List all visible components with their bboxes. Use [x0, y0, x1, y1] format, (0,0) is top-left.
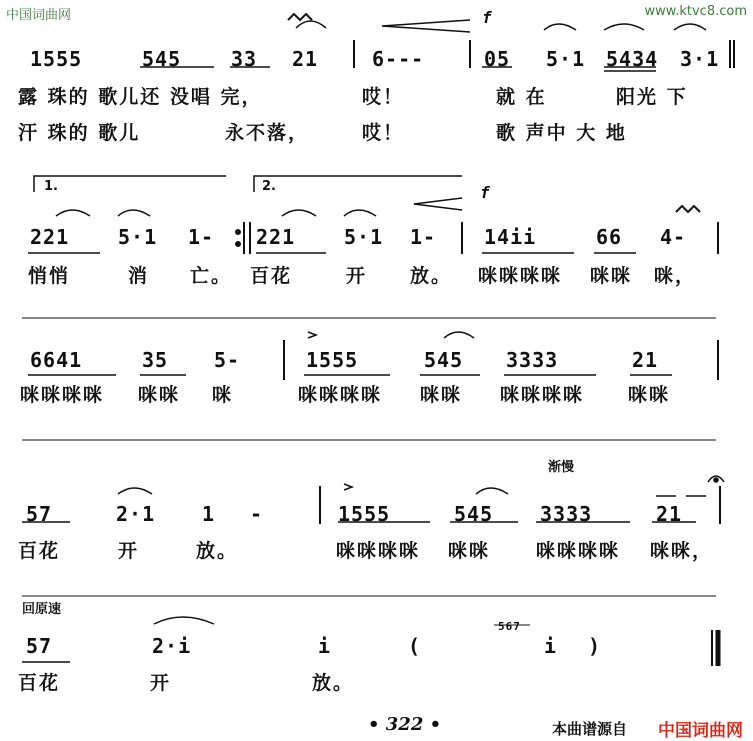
- note-group: 4-: [660, 225, 687, 249]
- note-group: 221: [30, 225, 70, 249]
- lyric: 放。: [410, 265, 453, 287]
- lyric: 亡。: [190, 265, 233, 287]
- lyric: 咪咪咪咪: [20, 384, 105, 406]
- forte-mark: f: [482, 8, 493, 27]
- note-group: 35: [142, 348, 169, 372]
- ending-2-label: 2.: [262, 179, 276, 194]
- note-group: 5·1: [546, 47, 586, 71]
- lyric: 汗 珠的 歌儿: [18, 122, 141, 144]
- note-group: 6641: [30, 348, 83, 372]
- ending-1-label: 1.: [44, 179, 58, 194]
- lyric: 咪: [212, 384, 234, 406]
- lyric: 哎！: [362, 86, 405, 108]
- note-group: (: [408, 634, 422, 658]
- note-group: i: [318, 634, 332, 658]
- note-group: 545: [142, 47, 182, 71]
- grace-notes: 567: [498, 620, 521, 633]
- lyric: 消: [128, 265, 150, 287]
- note-group: 221: [256, 225, 296, 249]
- note-group: 66: [596, 225, 623, 249]
- note-group: 6---: [372, 47, 425, 71]
- note-group: 2·i: [152, 634, 192, 658]
- lyric: 咪咪，: [650, 540, 714, 562]
- lyric: 咪咪咪咪: [298, 384, 383, 406]
- lyric: 咪咪咪咪: [478, 265, 563, 287]
- note-group: 1555: [30, 47, 83, 71]
- lyric: 阳光 下: [616, 86, 688, 108]
- note-group: 1555: [306, 348, 359, 372]
- lyric: 咪咪: [420, 384, 463, 406]
- note-group: 5434: [606, 47, 659, 71]
- note-group: ): [588, 634, 602, 658]
- footer-source-text: 本曲谱源自: [552, 720, 628, 738]
- lyric: 咪咪: [448, 540, 491, 562]
- tempo-ritard: 渐慢: [548, 460, 575, 475]
- note-group: 5·1: [118, 225, 158, 249]
- lyric: 百花: [18, 540, 61, 562]
- lyric: 咪咪咪咪: [336, 540, 421, 562]
- lyric: 咪咪咪咪: [536, 540, 621, 562]
- lyric: 咪咪: [590, 265, 633, 287]
- lyric: 百花: [18, 672, 61, 694]
- note-group: 05: [484, 47, 511, 71]
- watermark-left: 中国词曲网: [6, 8, 72, 23]
- note-group: 1-: [410, 225, 437, 249]
- lyric: 露 珠的 歌儿还 没唱 完，: [18, 86, 263, 108]
- watermark-right: www.ktvc8.com: [644, 4, 747, 19]
- footer-brand: 中国词曲网: [658, 721, 743, 741]
- lyric: 哎！: [362, 122, 405, 144]
- note-group: 5·1: [344, 225, 384, 249]
- note-group: 33: [231, 47, 258, 71]
- tempo-a-tempo: 回原速: [22, 602, 62, 617]
- note-group: 21: [292, 47, 319, 71]
- lyric: 百花: [250, 265, 293, 287]
- lyric: 放。: [312, 672, 355, 694]
- note-group: 3333: [540, 502, 593, 526]
- lyric: 咪咪: [628, 384, 671, 406]
- note-group: 1555: [338, 502, 391, 526]
- note-group: -: [250, 502, 264, 526]
- lyric: 开: [346, 265, 368, 287]
- note-group: 57: [26, 502, 53, 526]
- note-group: 21: [632, 348, 659, 372]
- note-group: 545: [454, 502, 494, 526]
- lyric: 永不落，: [225, 122, 310, 144]
- note-group: 21: [656, 502, 683, 526]
- note-group: 545: [424, 348, 464, 372]
- lyric: 咪咪: [138, 384, 181, 406]
- note-group: i: [544, 634, 558, 658]
- lyric: 咪咪咪咪: [500, 384, 585, 406]
- lyric: 咪，: [654, 265, 697, 287]
- lyric: 放。: [196, 540, 239, 562]
- lyric: 歌 声中 大 地: [496, 122, 627, 144]
- forte-mark-2: f: [480, 183, 491, 202]
- note-group: 1: [202, 502, 216, 526]
- note-group: 14ii: [484, 225, 537, 249]
- lyric: 开: [118, 540, 140, 562]
- page-number: • 322 •: [368, 714, 442, 735]
- lyric: 就 在: [496, 86, 547, 108]
- lyric: 开: [150, 672, 172, 694]
- note-group: 5-: [214, 348, 241, 372]
- lyric: 悄悄: [28, 265, 71, 287]
- note-group: 57: [26, 634, 53, 658]
- note-group: 3·1: [680, 47, 720, 71]
- note-group: 1-: [188, 225, 215, 249]
- note-group: 2·1: [116, 502, 156, 526]
- note-group: 3333: [506, 348, 559, 372]
